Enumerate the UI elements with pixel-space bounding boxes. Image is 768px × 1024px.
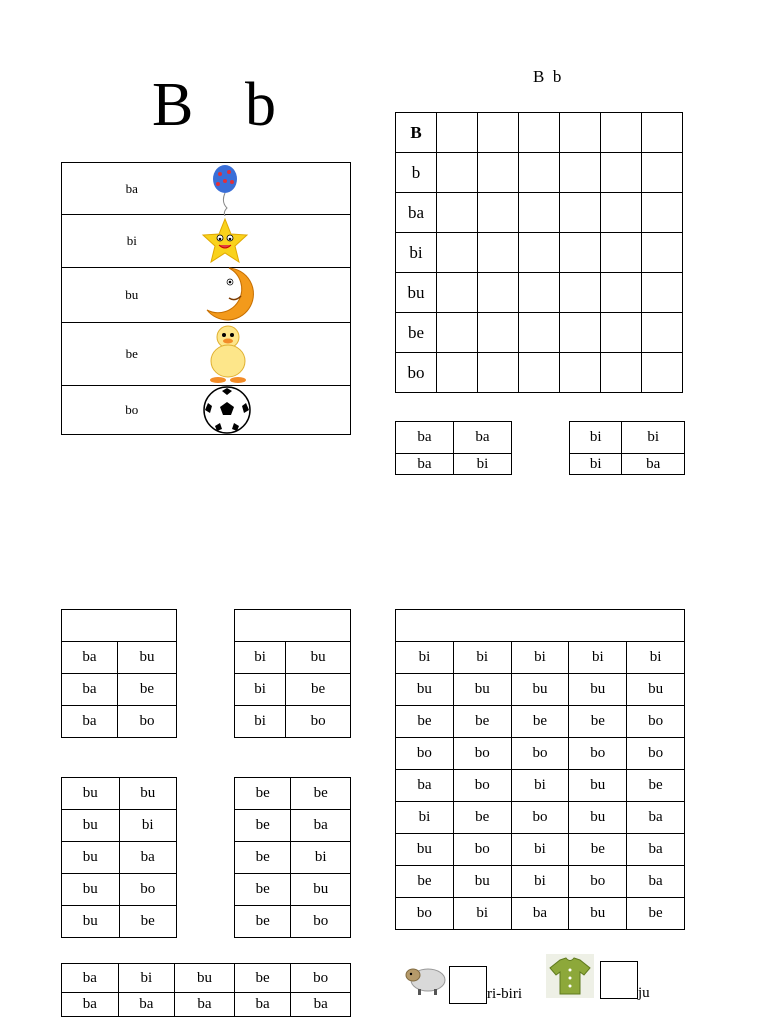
syllable-cell: bo [291,906,351,938]
table-row [396,706,685,738]
syllable-cell: bo [511,738,569,770]
table-row [396,454,512,475]
syllable-cell: bo [119,874,177,906]
table-row [396,898,685,930]
syllable-cell: be [117,674,176,706]
syllable-row [62,386,351,435]
grid-cell[interactable] [478,353,519,393]
syllable-cell: bu [453,674,511,706]
syllable-cell: bu [627,674,685,706]
syllable-cell: bo [396,898,454,930]
grid-label: bu [396,273,437,313]
grid-cell[interactable] [519,233,560,273]
syllable-cell: bi [235,674,286,706]
pair-table [61,777,177,938]
syllable-cell: ba [291,810,351,842]
picture-cell [202,215,351,268]
table-row [62,964,351,993]
syllable-cell: bo [453,770,511,802]
syllable-cell: bi [511,834,569,866]
grid-cell[interactable] [642,153,683,193]
syllable-cell: bo [569,738,627,770]
pair-table [395,421,512,475]
syllable-reading-table [395,609,685,930]
syllable-cell: bu [569,770,627,802]
syllable-cell: be [286,674,351,706]
grid-cell[interactable] [437,313,478,353]
syllable-cell: ba [396,454,454,475]
syllable-cell: ba [234,993,291,1017]
grid-row [396,313,683,353]
syllable-cell: bi [396,802,454,834]
grid-cell[interactable] [560,273,601,313]
syllable-cell: bo [117,706,176,738]
syllable-cell: be [453,706,511,738]
table-row [62,810,177,842]
grid-label: bo [396,353,437,393]
table-row [396,834,685,866]
grid-cell[interactable] [437,113,478,153]
table-row [62,674,177,706]
moon-icon [199,266,255,322]
syllable-cell: be [569,834,627,866]
syllable-cell: bi [622,422,685,454]
syllable-row [62,268,351,323]
grid-row [396,113,683,153]
syllable-cell: bi [627,642,685,674]
picture-cell [202,386,351,435]
grid-title: B b [533,67,562,86]
table-row [570,454,685,475]
table-row [235,610,351,642]
syllable-cell: bu [62,906,120,938]
syllable-cell: ba [627,802,685,834]
grid-cell[interactable] [560,193,601,233]
syllable-cell: bu [62,778,120,810]
syllable-cell: bi [570,422,622,454]
grid-cell[interactable] [560,113,601,153]
table-row [62,842,177,874]
table-row [396,866,685,898]
syllable-cell: ba [175,993,235,1017]
table-row [396,422,512,454]
grid-cell[interactable] [642,353,683,393]
grid-label: b [396,153,437,193]
syllable-cell: bo [627,706,685,738]
grid-cell[interactable] [560,313,601,353]
table-row [570,422,685,454]
syllable-cell: bo [453,834,511,866]
syllable-cell: be [291,778,351,810]
grid-label: ba [396,193,437,233]
syllable-cell: bo [627,738,685,770]
syllable-cell: ba [118,993,175,1017]
syllable-cell: bu [511,674,569,706]
grid-cell[interactable] [601,273,642,313]
syllable-cell: ba [511,898,569,930]
table-row [62,993,351,1017]
empty-header-cell [396,610,685,642]
letter-answer-box[interactable] [600,961,638,999]
syllable-cell: bo [453,738,511,770]
grid-cell[interactable] [642,313,683,353]
table-row [235,674,351,706]
syllable-cell: bo [569,866,627,898]
syllable-cell: ba [62,642,118,674]
syllable-cell: be [235,906,291,938]
grid-cell[interactable] [478,153,519,193]
syllable-cell: be [235,778,291,810]
syllable-row [62,323,351,386]
syllable-cell: be [396,866,454,898]
syllable-cell: be [235,874,291,906]
grid-cell[interactable] [478,233,519,273]
empty-header-cell [235,610,351,642]
grid-row [396,233,683,273]
grid-cell[interactable] [642,113,683,153]
grid-row [396,153,683,193]
syllable-cell: bi [453,642,511,674]
table-row [62,610,177,642]
syllable-cell: be [119,906,177,938]
pair-table [569,421,685,475]
syllable-cell: be [453,802,511,834]
grid-label: B [396,113,437,153]
bottom-syllable-table [61,963,351,1017]
syllable-cell: bi [119,810,177,842]
empty-header-cell [62,610,177,642]
table-row [235,906,351,938]
table-row [396,642,685,674]
sheep-icon [404,962,448,996]
title-upper-letter: B [152,71,194,139]
syllable-cell: be [627,770,685,802]
syllable-cell: be [235,842,291,874]
table-row [235,642,351,674]
table-row [396,802,685,834]
shirt-icon [546,954,594,998]
grid-cell[interactable] [478,193,519,233]
picture-cell [202,323,351,386]
grid-row [396,193,683,233]
table-row [396,610,685,642]
syllable-label: bu [62,268,202,323]
syllable-cell: bi [511,866,569,898]
grid-cell[interactable] [519,113,560,153]
syllable-cell: bi [570,454,622,475]
grid-cell[interactable] [478,313,519,353]
star-icon [200,216,250,266]
grid-cell[interactable] [642,233,683,273]
syllable-cell: bu [117,642,176,674]
picture-cell [202,268,351,323]
table-row [235,842,351,874]
syllable-label: bo [62,386,202,435]
grid-cell[interactable] [437,153,478,193]
grid-cell[interactable] [601,313,642,353]
title-lower-letter: b [245,71,276,139]
grid-cell[interactable] [560,353,601,393]
syllable-cell: be [234,964,291,993]
syllable-cell: bi [511,642,569,674]
syllable-cell: ba [62,993,119,1017]
syllable-row [62,215,351,268]
grid-cell[interactable] [560,233,601,273]
grid-cell[interactable] [601,353,642,393]
syllable-cell: bi [235,706,286,738]
syllable-cell: bi [235,642,286,674]
syllable-cell: bo [396,738,454,770]
grid-cell[interactable] [642,273,683,313]
syllable-cell: bo [511,802,569,834]
syllable-label: ba [62,163,202,215]
grid-cell[interactable] [519,153,560,193]
syllable-cell: ba [627,834,685,866]
table-row [62,642,177,674]
grid-cell[interactable] [519,193,560,233]
balloon-icon [205,162,245,216]
grid-label: bi [396,233,437,273]
letter-answer-box[interactable] [449,966,487,1004]
grid-cell[interactable] [601,193,642,233]
grid-cell[interactable] [560,153,601,193]
table-row [396,770,685,802]
syllable-cell: bu [291,874,351,906]
syllable-cell: bu [396,674,454,706]
syllable-cell: bi [454,454,512,475]
syllable-cell: be [396,706,454,738]
syllable-cell: ba [396,422,454,454]
syllable-cell: be [569,706,627,738]
syllable-cell: bu [569,898,627,930]
pair-table [234,609,351,738]
grid-cell[interactable] [437,353,478,393]
syllable-cell: bu [453,866,511,898]
grid-cell[interactable] [601,233,642,273]
grid-cell[interactable] [519,353,560,393]
table-row [396,738,685,770]
syllable-cell: bu [62,874,120,906]
table-row [235,874,351,906]
syllable-picture-table [61,162,351,435]
soccer-ball-icon [202,385,252,435]
syllable-label: be [62,323,202,386]
grid-cell[interactable] [601,113,642,153]
syllable-cell: bi [396,642,454,674]
word-suffix: ri-biri [487,986,522,1002]
grid-cell[interactable] [437,273,478,313]
syllable-label: bi [62,215,202,268]
table-row [62,906,177,938]
syllable-cell: bi [118,964,175,993]
table-row [235,810,351,842]
grid-cell[interactable] [519,273,560,313]
table-row [62,874,177,906]
table-row [396,674,685,706]
syllable-cell: bu [175,964,235,993]
syllable-cell: bu [396,834,454,866]
grid-cell[interactable] [478,113,519,153]
syllable-cell: bo [286,706,351,738]
grid-cell[interactable] [519,313,560,353]
grid-cell[interactable] [437,193,478,233]
syllable-cell: bu [62,810,120,842]
grid-cell[interactable] [601,153,642,193]
syllable-cell: bu [286,642,351,674]
syllable-row [62,163,351,215]
grid-row [396,273,683,313]
syllable-cell: ba [454,422,512,454]
syllable-cell: bi [291,842,351,874]
syllable-cell: bu [569,802,627,834]
syllable-cell: ba [62,674,118,706]
syllable-cell: bi [569,642,627,674]
table-row [235,706,351,738]
grid-cell[interactable] [642,193,683,233]
practice-grid [395,112,683,393]
syllable-cell: bu [119,778,177,810]
syllable-cell: be [511,706,569,738]
syllable-cell: bi [453,898,511,930]
picture-cell [202,163,351,215]
syllable-cell: ba [291,993,351,1017]
syllable-cell: bu [569,674,627,706]
syllable-cell: ba [62,706,118,738]
syllable-cell: ba [396,770,454,802]
word-suffix: ju [638,985,650,1001]
grid-row [396,353,683,393]
syllable-cell: be [627,898,685,930]
pair-table [61,609,177,738]
grid-cell[interactable] [437,233,478,273]
table-row [235,778,351,810]
table-row [62,706,177,738]
syllable-cell: ba [62,964,119,993]
syllable-cell: bo [291,964,351,993]
syllable-cell: ba [622,454,685,475]
grid-cell[interactable] [478,273,519,313]
pair-table [234,777,351,938]
table-row [62,778,177,810]
duck-icon [204,323,252,385]
syllable-cell: bu [62,842,120,874]
syllable-cell: ba [119,842,177,874]
grid-label: be [396,313,437,353]
syllable-cell: ba [627,866,685,898]
syllable-cell: bi [511,770,569,802]
syllable-cell: be [235,810,291,842]
